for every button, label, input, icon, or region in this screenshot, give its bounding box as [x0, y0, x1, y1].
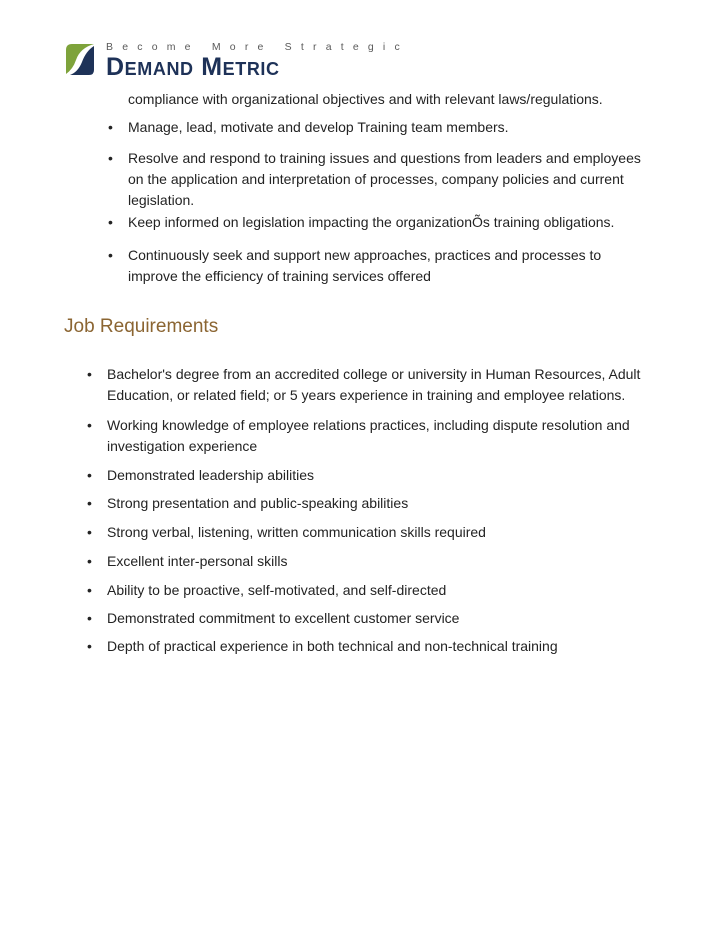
logo-mark-icon: [64, 42, 96, 76]
list-item: [87, 636, 700, 657]
bullet-icon: •: [87, 610, 92, 626]
list-item: [87, 522, 700, 543]
list-item-line: Depth of practical experience in both technical and non-technical training: [107, 638, 558, 654]
list-item: [87, 493, 700, 514]
list-item: [108, 212, 700, 233]
list-item-line: on the application and interpretation of processes, company policies and current: [128, 171, 624, 187]
logo-tagline: Become More Strategic: [106, 41, 409, 53]
list-item-line: Resolve and respond to training issues and questions from leaders and employees: [128, 150, 641, 166]
list-item: [87, 465, 700, 486]
list-item-line: Keep informed on legislation impacting the organizationÕs training obligations.: [128, 214, 615, 230]
bullet-icon: •: [87, 366, 92, 382]
bullet-icon: •: [87, 582, 92, 598]
bullet-icon: •: [87, 638, 92, 654]
list-item: [108, 117, 700, 138]
list-item-line: legislation.: [128, 192, 195, 208]
bullet-icon: •: [87, 467, 92, 483]
continuation-text: compliance with organizational objectives and with relevant laws/regulations.: [128, 91, 603, 107]
list-item-line: investigation experience: [107, 438, 258, 454]
list-item-line: Demonstrated commitment to excellent customer service: [107, 610, 460, 626]
bullet-icon: •: [108, 247, 113, 263]
section-title-job-requirements: Job Requirements: [64, 316, 219, 337]
list-item: [87, 580, 700, 601]
bullet-icon: •: [87, 553, 92, 569]
list-item-line: Bachelor's degree from an accredited college or university in Human Resources, Adult: [107, 366, 641, 382]
list-item-line: Manage, lead, motivate and develop Training team members.: [128, 119, 509, 135]
list-item: [87, 364, 700, 406]
list-item-line: Education, or related field; or 5 years experience in training and employee relations.: [107, 387, 626, 403]
list-item: [87, 551, 700, 572]
list-item-line: Ability to be proactive, self-motivated, and self-directed: [107, 582, 447, 598]
list-item-line: Demonstrated leadership abilities: [107, 467, 314, 483]
list-item-line: Working knowledge of employee relations practices, including dispute resolution and: [107, 417, 630, 433]
list-item: [108, 245, 700, 287]
bullet-icon: •: [87, 417, 92, 433]
list-item: [108, 148, 700, 211]
list-item-line: improve the efficiency of training services offered: [128, 268, 431, 284]
list-item-line: Strong verbal, listening, written communication skills required: [107, 524, 486, 540]
bullet-icon: •: [108, 214, 113, 230]
list-item-line: Excellent inter-personal skills: [107, 553, 288, 569]
list-item-line: Continuously seek and support new approaches, practices and processes to: [128, 247, 602, 263]
list-item: [87, 608, 700, 629]
bullet-icon: •: [87, 495, 92, 511]
bullet-icon: •: [108, 119, 113, 135]
demand-metric-logo: [64, 40, 409, 81]
list-item: [87, 415, 700, 457]
bullet-icon: •: [108, 150, 113, 166]
bullet-icon: •: [87, 524, 92, 540]
list-item-line: Strong presentation and public-speaking abilities: [107, 495, 409, 511]
logo-brand-name: Demand Metric: [106, 53, 280, 81]
